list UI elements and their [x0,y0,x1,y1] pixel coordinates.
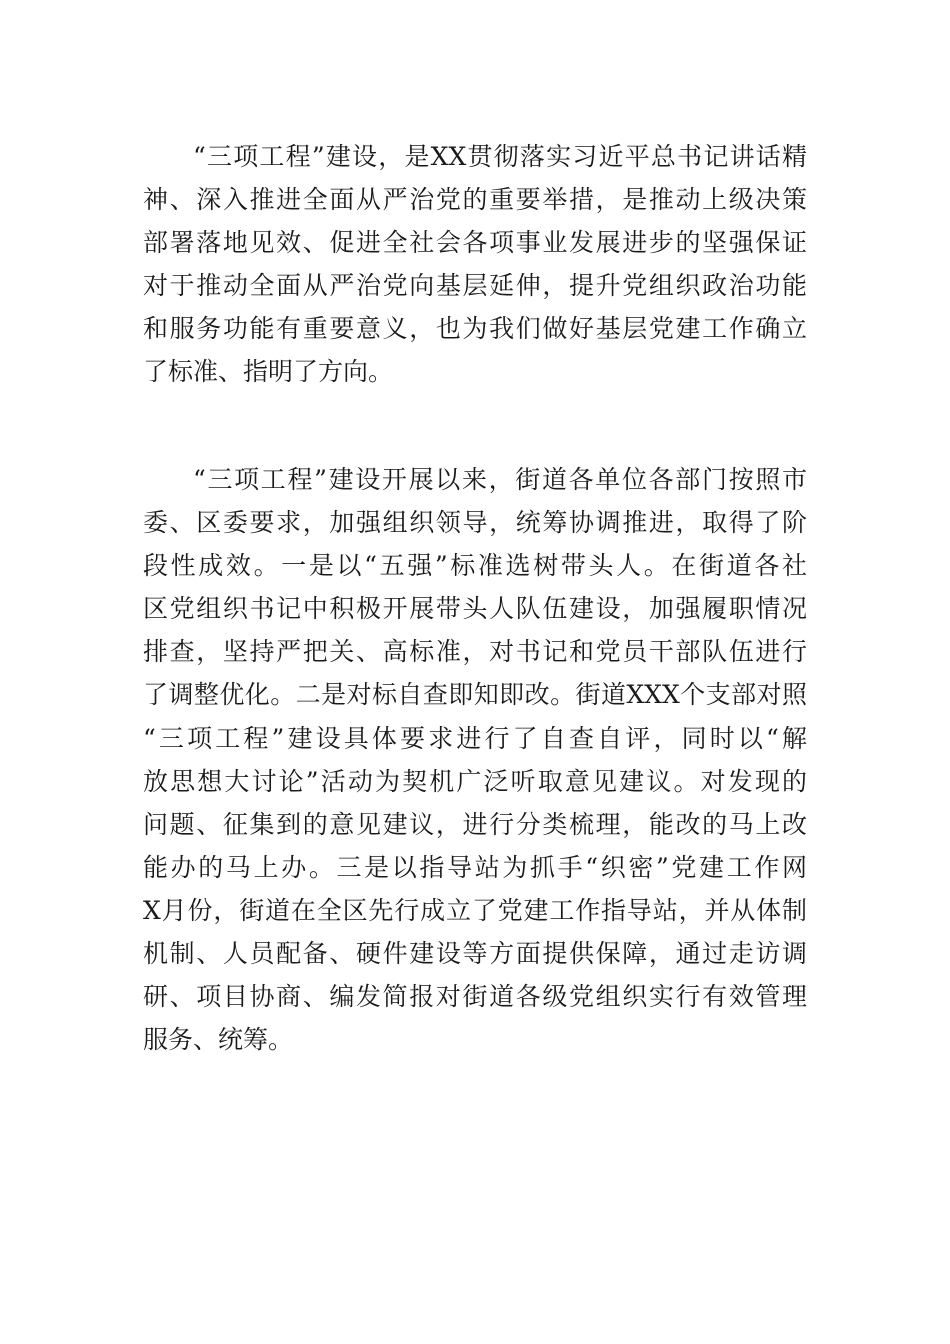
paragraph-line: 机制、人员配备、硬件建设等方面提供保障，通过走访调 [143,939,807,969]
paragraph-line: “三项工程”建设，是XX贯彻落实习近平总书记讲话精 [193,142,807,171]
paragraph-line: 了标准、指明了方向。 [143,357,394,387]
paragraph-line: 放思想大讨论”活动为契机广泛听取意见建议。对发现的 [143,766,807,796]
paragraph-line: 委、区委要求，加强组织领导，统筹协调推进，取得了阶 [143,508,807,538]
paragraph-line: 问题、征集到的意见建议，进行分类梳理，能改的马上改 [143,809,807,839]
paragraph-line: X月份，街道在全区先行成立了党建工作指导站，并从体制 [143,895,807,925]
paragraph-2 [143,458,807,1061]
paragraph-line: 研、项目协商、编发简报对街道各级党组织实行有效管理 [143,982,807,1012]
paragraph-line: 对于推动全面从严治党向基层延伸，提升党组织政治功能 [143,271,807,301]
paragraph-line: 排查，坚持严把关、高标准，对书记和党员干部队伍进行 [143,637,807,667]
paragraph-line: 区党组织书记中积极开展带头人队伍建设，加强履职情况 [143,594,807,624]
paragraph-line: 神、深入推进全面从严治党的重要举措，是推动上级决策 [143,185,807,215]
paragraph-line: “三项工程”建设具体要求进行了自查自评，同时以“解 [143,723,807,753]
paragraph-line: 服务、统筹。 [143,1025,294,1055]
paragraph-line: 段性成效。一是以“五强”标准选树带头人。在街道各社 [143,551,807,581]
paragraph-1 [143,135,807,394]
paragraph-line: 了调整优化。二是对标自查即知即改。街道XXX个支部对照 [143,680,807,710]
paragraph-line: “三项工程”建设开展以来，街道各单位各部门按照市 [193,465,807,494]
paragraph-line: 部署落地见效、促进全社会各项事业发展进步的坚强保证 [143,228,807,258]
paragraph-line: 和服务功能有重要意义，也为我们做好基层党建工作确立 [143,314,807,344]
paragraph-line: 能办的马上办。三是以指导站为抓手“织密”党建工作网 [143,852,807,882]
